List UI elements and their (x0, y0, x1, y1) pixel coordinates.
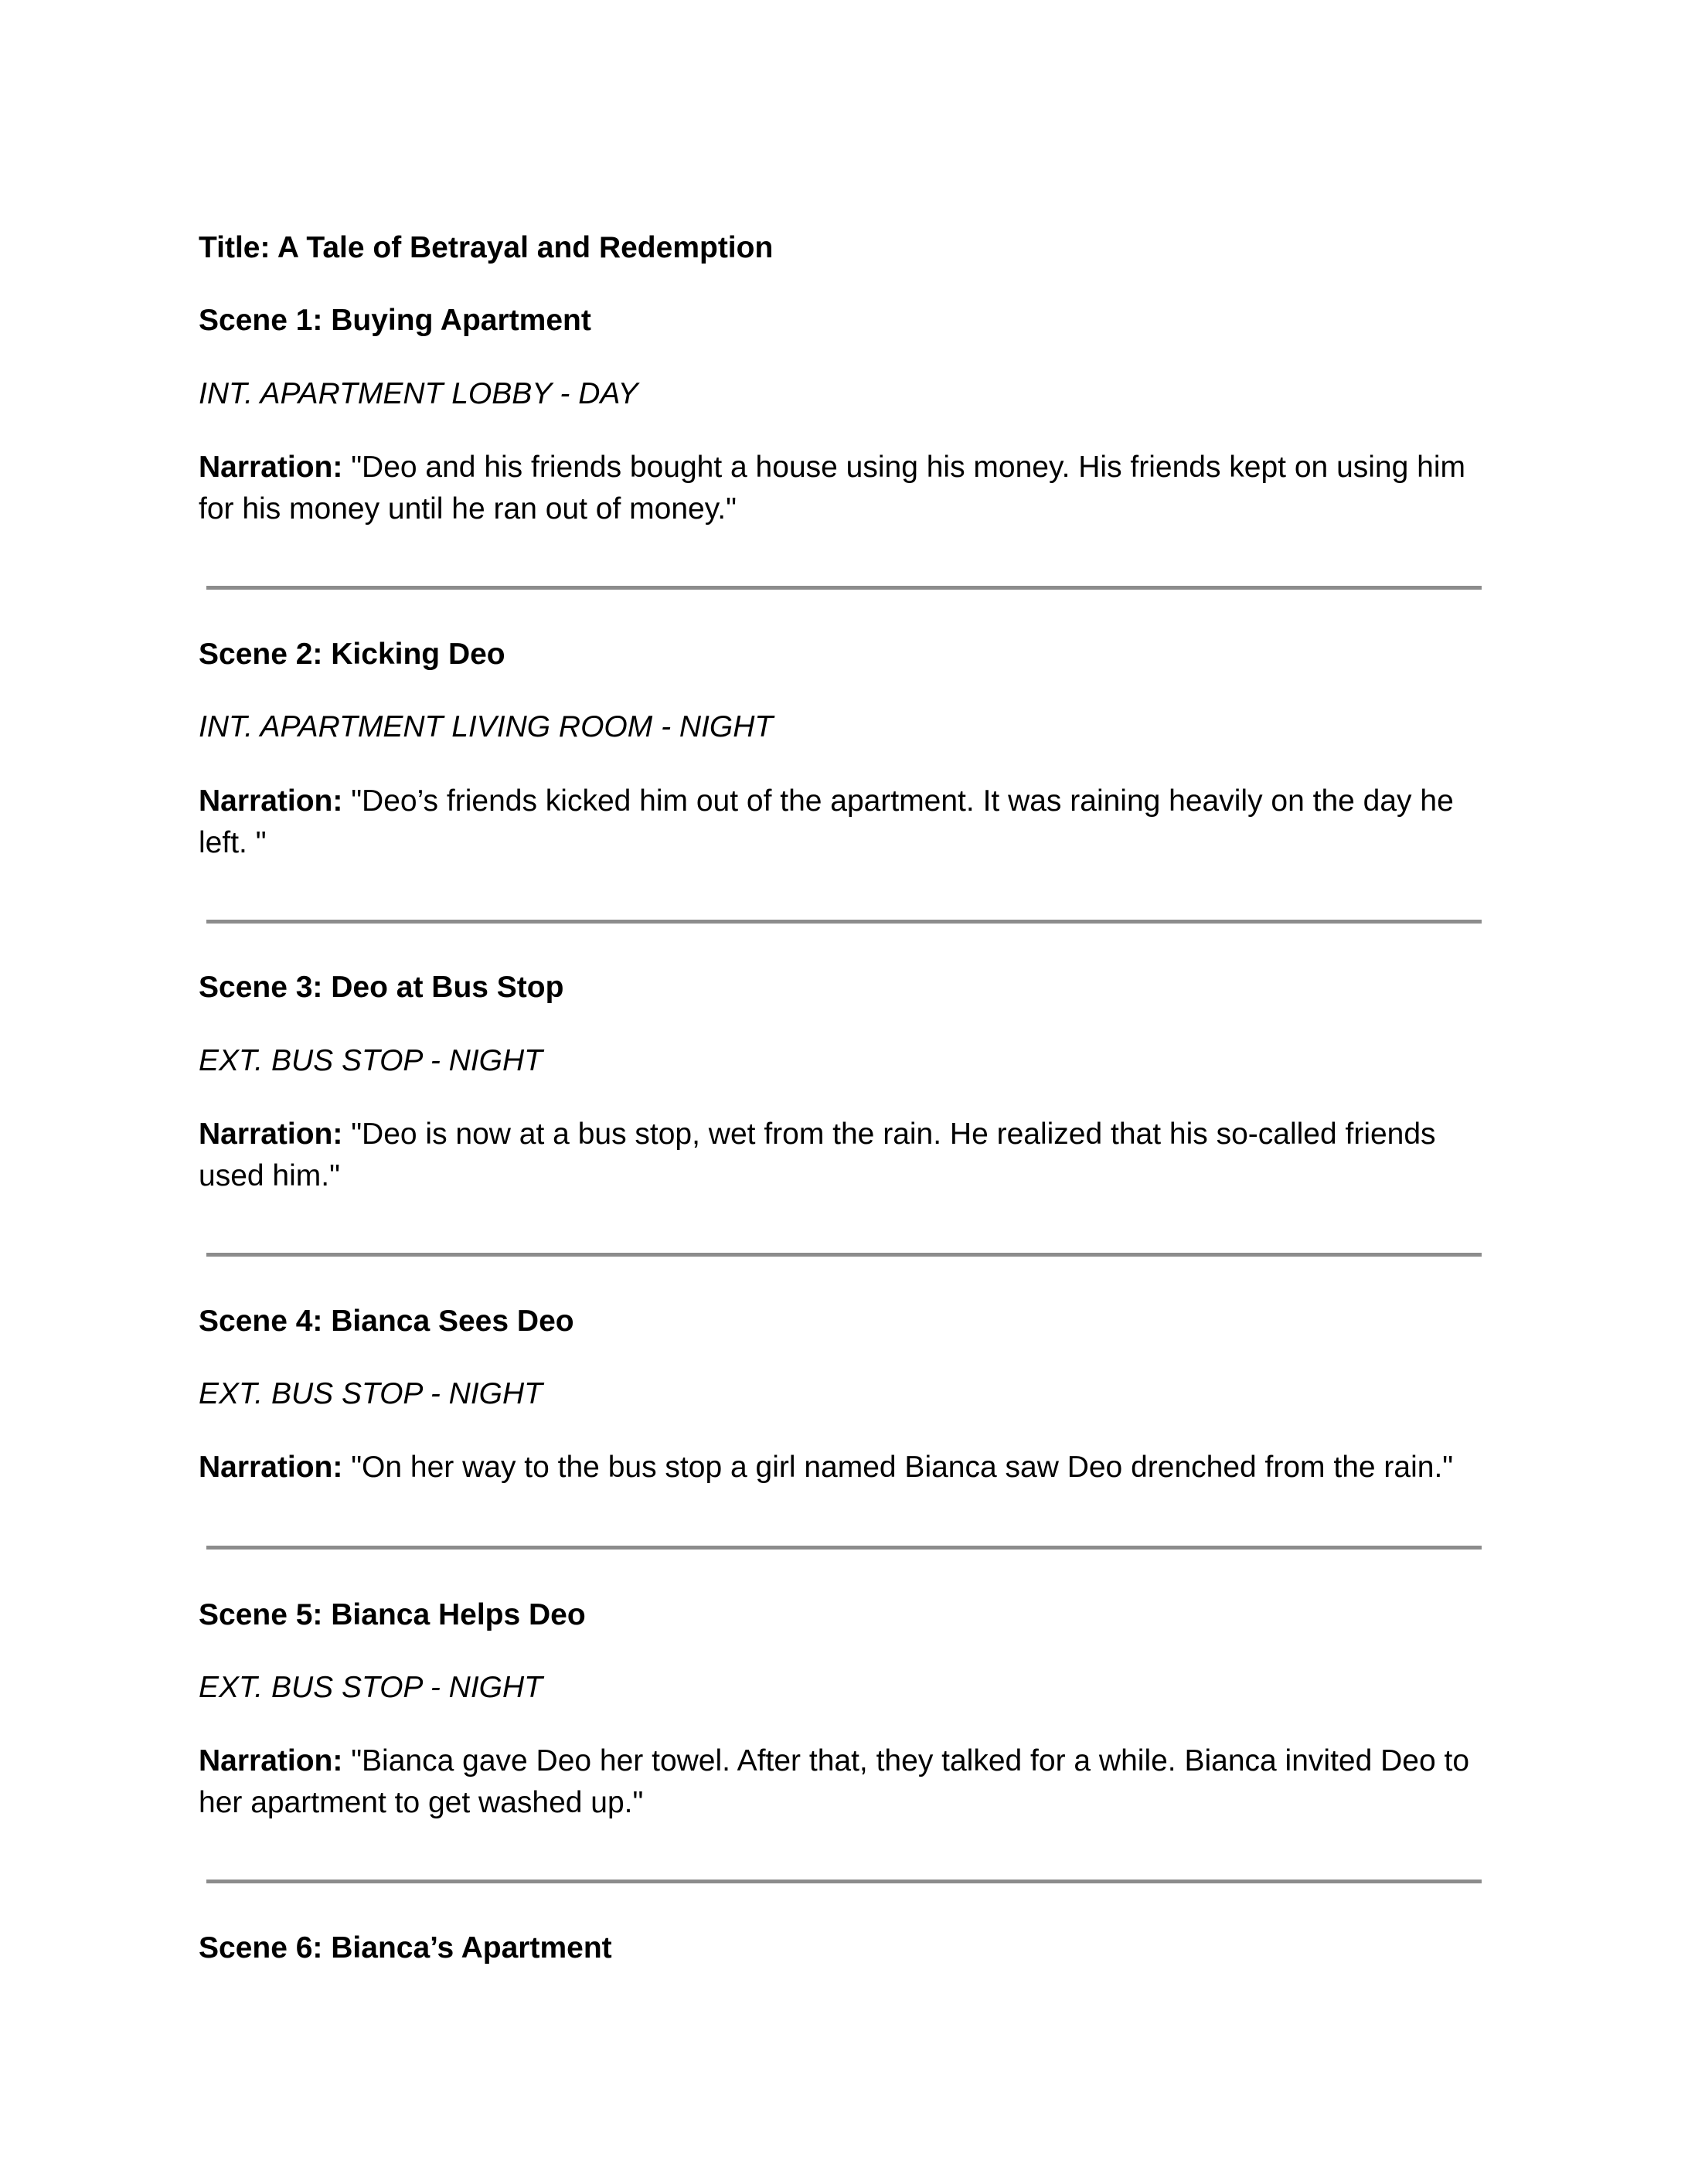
scene-slugline: INT. APARTMENT LOBBY - DAY (199, 377, 638, 410)
narration-label: Narration: (199, 1744, 343, 1777)
narration-text: "Deo’s friends kicked him out of the apartment. It was raining heavily on the day he left. " (199, 784, 1454, 859)
scene-heading: Scene 1: Buying Apartment (199, 304, 591, 337)
narration-text: "Deo and his friends bought a house using his money. His friends kept on using him for his money until he ran out of money." (199, 451, 1465, 526)
narration-text: "Deo is now at a bus stop, wet from the rain. He realized that his so-called friends used him." (199, 1118, 1436, 1192)
scene-heading: Scene 5: Bianca Helps Deo (199, 1598, 586, 1631)
scene-heading: Scene 2: Kicking Deo (199, 638, 505, 671)
narration-text: "Bianca gave Deo her towel. After that, they talked for a while. Bianca invited Deo to her apartment to get washed up." (199, 1744, 1470, 1819)
scene-narration (199, 447, 1497, 530)
narration-text: "On her way to the bus stop a girl named Bianca saw Deo drenched from the rain." (351, 1451, 1454, 1484)
document-title: Title: A Tale of Betrayal and Redemption (199, 231, 774, 264)
scene-slugline: EXT. BUS STOP - NIGHT (199, 1671, 543, 1704)
scene-divider (206, 586, 1482, 590)
scene-narration (199, 1114, 1497, 1197)
scene-slugline: EXT. BUS STOP - NIGHT (199, 1377, 543, 1410)
scene-heading: Scene 6: Bianca’s Apartment (199, 1931, 612, 1965)
narration-label: Narration: (199, 784, 343, 818)
scene-narration (199, 1447, 1497, 1488)
scene-heading: Scene 4: Bianca Sees Deo (199, 1305, 574, 1338)
scene-heading: Scene 3: Deo at Bus Stop (199, 971, 564, 1004)
scene-divider (206, 1546, 1482, 1550)
scene-narration (199, 1740, 1497, 1824)
narration-label: Narration: (199, 1118, 343, 1151)
narration-label: Narration: (199, 451, 343, 484)
narration-label: Narration: (199, 1451, 343, 1484)
scene-divider (206, 1253, 1482, 1257)
scene-divider (206, 920, 1482, 924)
scene-slugline: EXT. BUS STOP - NIGHT (199, 1044, 543, 1077)
scene-slugline: INT. APARTMENT LIVING ROOM - NIGHT (199, 710, 774, 743)
scene-divider (206, 1880, 1482, 1883)
scene-narration (199, 781, 1497, 864)
